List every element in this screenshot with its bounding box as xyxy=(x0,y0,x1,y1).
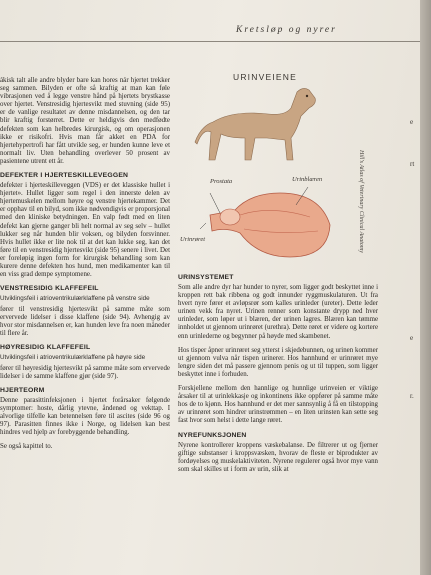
urinary-paragraph-3: Forskjellene mellom den hannlige og hunnlige urinveien er viktige årsaker til at urinlekkasje og inkontinens ikke oppfører på samme måte hos de to kjønn. Hos hannhund er det mer sannsynlig å få en tilstopping av urinrøret som hindrer urinstrømmen – en liten urinsten kan sette seg fast hvor som helst i dette lange røret. xyxy=(178,385,378,425)
right-valve-heading: HØYRESIDIG KLAFFEFEIL xyxy=(0,344,91,352)
left-valve-paragraph: fører til venstresidig hjertesvikt på samme måte som ervervede lidelser i disse klaffene (side 94). Avhengig av hvor stor misdannelsen er, kan hunden leve fra noen måneder til flere år. xyxy=(0,305,170,337)
margin-mark: e xyxy=(410,334,414,342)
page-edge xyxy=(420,0,431,575)
header-rule xyxy=(0,41,420,42)
right-valve-paragraph: fører til høyresidig hjertesvikt på samme måte som ervervede lidelser i de samme klaffene gjør (side 97). xyxy=(0,364,170,380)
intro-paragraph: åkisk talt alle andre blyder bare kan hores når hjertet trekker seg sammen. Bilyden er ofte så kraftig at man kan føle vibrasjonen ved å legge venstre hånd på hjertets brystkasse over hjertet. Venstresidig hjertesvikt med stuvning (side 95) er de vanlige resultatet av denne misdannelsen, og den tar blir kraftig forstørret. Dette er heldigvis den medfødte defekten som kan helbredes kirurgisk, og om operasjonen ikke er risikofri. Hvis man får akket en PDA for hjertehypertrofi har fått utvikle seg, er hunden kunne leve et normalt liv. Uten behandling overlever 50 prosent av pasientene utrent ett år. xyxy=(0,77,170,165)
vsd-heading: DEFEKTER I HJERTESKILLEVEGGEN xyxy=(0,172,129,180)
margin-mark: r. xyxy=(410,392,414,400)
left-column xyxy=(0,77,170,567)
left-valve-subtitle: Utviklingsfeil i atrioventrikulærklaffene på venstre side xyxy=(0,295,150,303)
kidney-function-paragraph: Nyrene kontrollerer kroppens væskebalanse. De filtrerer ut og fjerner giftige substanser i kroppsvæsken, hvorav de fleste er biprodukter av fordøyelses og muskelaktiviteten. Nyrene regulerer også hvor mye vann som skal skilles ut i form av urin, slik at xyxy=(178,441,378,473)
vsd-paragraph: defekter i hjerteskilleveggen (VDS) er det klassiske hullet i hjertet». Hullet ligger som regel i den innerste delen av hjertemuskelen mellom høyre og venstre hjertekammer. Det er opphav til en bilyd, som ikke nødvendigvis er proporsjonal med den kliniske betydningen. En valp født med en liten defekt kan gjerne ganger bli helt normal av seg selv – hullet lukker seg når hunden blir voksen, og bilyden forsvinner. Hvis hullet ikke er lite nok til at det kan lukke seg, kan det føre til en venstresidig hjertesvikt (side 95) senere i livet. Det er foreløpig ingen form for kirurgisk behandling som kan kurere denne defekten hos hund, men medikamenter kan til en viss grad dempe symptomene. xyxy=(0,182,170,279)
margin-mark: e xyxy=(410,118,414,126)
label-prostata: Prostata xyxy=(210,178,233,185)
dog-illustration xyxy=(193,82,323,172)
right-valve-subtitle: Utviklingsfeil i atrioventrikulærklaffene på høyre side xyxy=(0,354,146,362)
label-urinblaeren: Urinblæren xyxy=(292,176,323,183)
heartworm-paragraph: Denne parasittinfeksjonen i hjertet forårsaker følgende symptomer: hoste, dårlig ytevne, åndenød og vekttap. I alvorlige tilfelle kan betennelsen føre til ascites (side 96 og 97). Parasitten finnes ikke i Norge, og lidelsen kan best hindres ved hjelp av forebyggende behandling. xyxy=(0,396,170,437)
running-header: Kretsløp og nyrer xyxy=(236,25,337,35)
right-column xyxy=(178,270,378,575)
bladder-illustration xyxy=(200,185,345,265)
kidney-function-heading: NYREFUNKSJONEN xyxy=(178,431,247,439)
heartworm-heading: HJERTEORM xyxy=(0,386,45,394)
figure-credit: Hill's Atlas of Veterinary Clinical Anatomy xyxy=(358,150,364,253)
urinary-paragraph-1: Som alle andre dyr har hunder to nyrer, som ligger godt beskyttet inne i kroppen rett bak ribbena og godt innunder ryggmuskulaturen. Ut fra hvert nyre fører et avløpsrør som kalles urinleder (ureter). Dette leder urinen vekk fra nyret. Urinen renner som konstante drypp ned hver urinleder, som løper ut i blæren, der urinen lagres. Blæren kan tømme innholdet ut gjennom urinrøret (urethra). Dette røret er videre og kortere enn urinlederne og begynner på høyde med skambenet. xyxy=(178,284,378,340)
left-valve-heading: VENSTRESIDIG KLAFFEFEIL xyxy=(0,285,99,293)
margin-mark: rt xyxy=(410,160,415,168)
heartworm-reference: Se også kapittel to. xyxy=(0,443,53,451)
urinary-system-heading: URINSYSTEMET xyxy=(178,274,234,281)
figure-title: URINVEIENE xyxy=(233,72,297,82)
urinary-paragraph-2: Hos tisper åpner urinrøret seg ytterst i skjedebunnen, og urinen kommer ut gjennom vulva når tispen urinerer. Hos hannhund er urinrøret mye lengre siden det må passere gjennom penis og ut til tuppen, som ligger beskyttet inne i forhuden. xyxy=(178,346,378,378)
label-urinroret: Urinrøret xyxy=(180,236,206,243)
